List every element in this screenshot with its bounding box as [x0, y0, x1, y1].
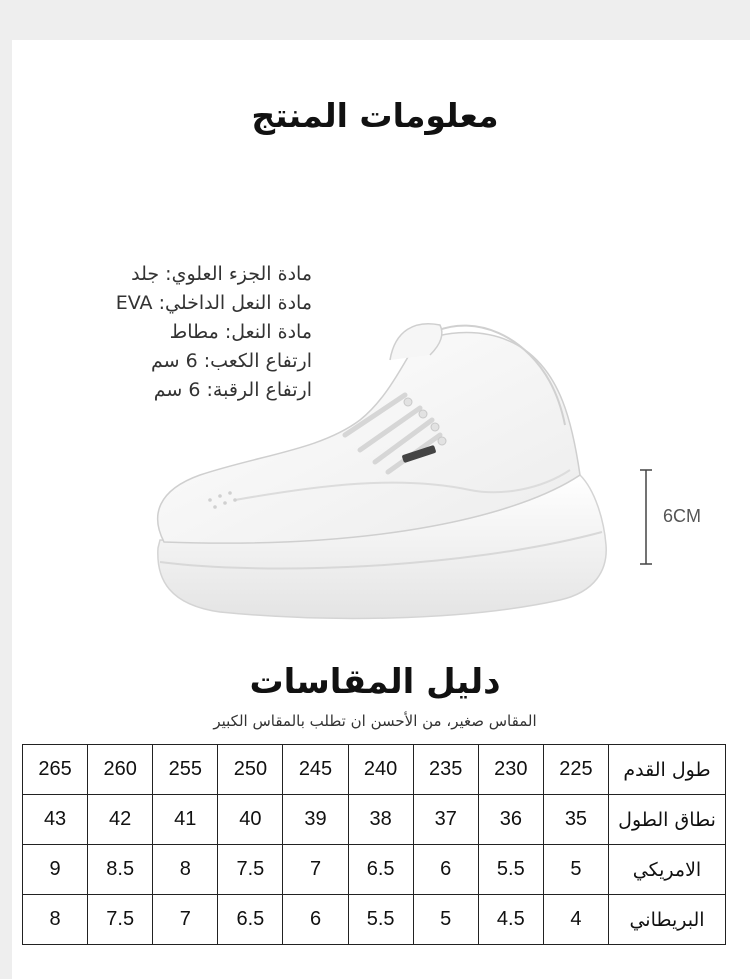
- table-cell: 255: [153, 745, 218, 795]
- table-cell: 7.5: [218, 845, 283, 895]
- table-cell: 250: [218, 745, 283, 795]
- table-cell: 9: [23, 845, 88, 895]
- table-row: [23, 895, 726, 945]
- table-cell: 235: [413, 745, 478, 795]
- row-label: نطاق الطول: [609, 795, 726, 845]
- table-cell: 6.5: [348, 845, 413, 895]
- table-cell: 42: [88, 795, 153, 845]
- table-row: [23, 795, 726, 845]
- table-cell: 38: [348, 795, 413, 845]
- table-cell: 36: [478, 795, 543, 845]
- spec-sole-material: مادة النعل: مطاط: [169, 321, 312, 343]
- table-cell: 8.5: [88, 845, 153, 895]
- table-cell: 245: [283, 745, 348, 795]
- table-cell: 37: [413, 795, 478, 845]
- table-cell: 41: [153, 795, 218, 845]
- spec-heel-height: ارتفاع الكعب: 6 سم: [150, 350, 312, 372]
- table-cell: 4.5: [478, 895, 543, 945]
- table-cell: 225: [543, 745, 608, 795]
- table-cell: 240: [348, 745, 413, 795]
- height-label: 6CM: [663, 506, 702, 526]
- table-cell: 230: [478, 745, 543, 795]
- height-marker-icon: [638, 468, 654, 566]
- table-cell: 8: [23, 895, 88, 945]
- size-guide-title: دليل المقاسات: [249, 662, 501, 702]
- table-cell: 35: [543, 795, 608, 845]
- spec-upper-material: مادة الجزء العلوي: جلد: [131, 263, 312, 285]
- table-cell: 5: [543, 845, 608, 895]
- table-cell: 260: [88, 745, 153, 795]
- table-cell: 4: [543, 895, 608, 945]
- table-row: [23, 845, 726, 895]
- table-cell: 6: [283, 895, 348, 945]
- row-label: الامريكي: [609, 845, 726, 895]
- table-cell: 7: [283, 845, 348, 895]
- size-guide-note: المقاس صغير، من الأحسن ان تطلب بالمقاس الكبير: [213, 712, 537, 730]
- spec-insole-material: مادة النعل الداخلي: EVA: [115, 292, 312, 314]
- table-cell: 7.5: [88, 895, 153, 945]
- table-cell: 6.5: [218, 895, 283, 945]
- table-cell: 6: [413, 845, 478, 895]
- table-cell: 5.5: [478, 845, 543, 895]
- table-cell: 40: [218, 795, 283, 845]
- table-cell: 5: [413, 895, 478, 945]
- table-cell: 5.5: [348, 895, 413, 945]
- row-label: طول القدم: [609, 745, 726, 795]
- table-cell: 265: [23, 745, 88, 795]
- table-cell: 8: [153, 845, 218, 895]
- table-row: [23, 745, 726, 795]
- table-cell: 39: [283, 795, 348, 845]
- size-table: [22, 744, 726, 945]
- table-cell: 43: [23, 795, 88, 845]
- product-info-title: معلومات المنتج: [251, 96, 499, 135]
- sneaker-image: [140, 300, 620, 650]
- spec-collar-height: ارتفاع الرقبة: 6 سم: [153, 379, 312, 401]
- table-cell: 7: [153, 895, 218, 945]
- row-label: البريطاني: [609, 895, 726, 945]
